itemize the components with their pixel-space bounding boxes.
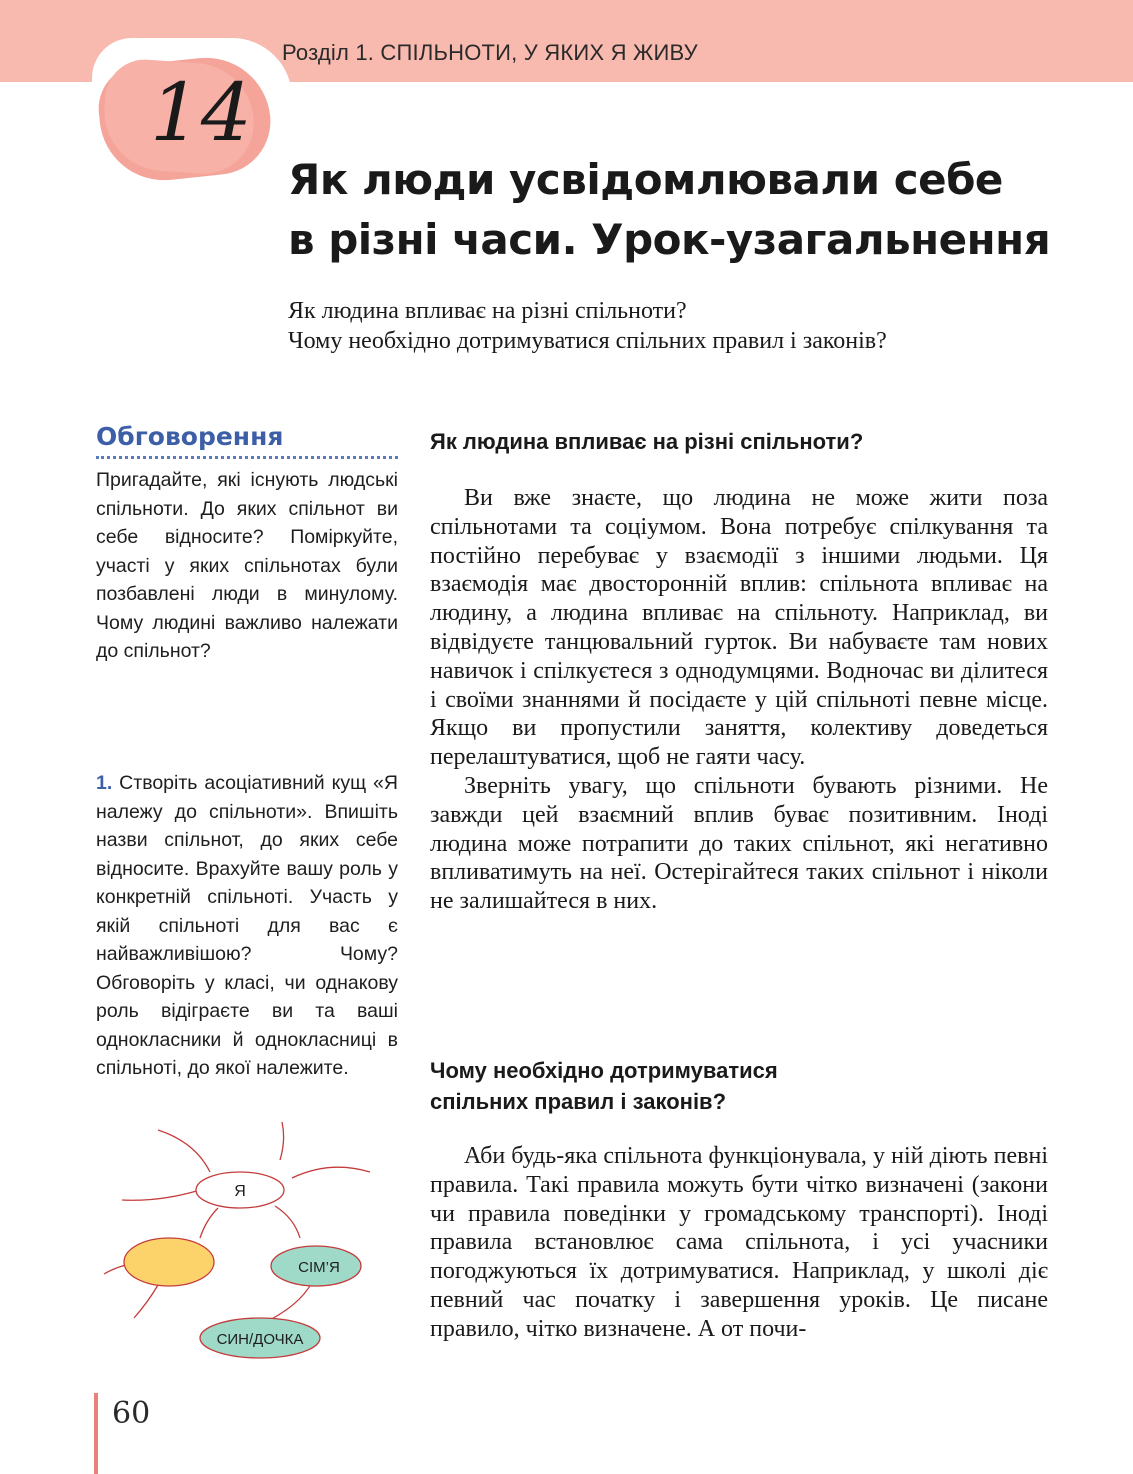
association-diagram (100, 1120, 400, 1380)
diagram-branch (200, 1208, 218, 1238)
section2-heading-line1: Чому необхідно дотримуватися (430, 1058, 778, 1083)
diagram-center-label: Я (234, 1183, 246, 1200)
paragraph: Зверніть увагу, що спільноти бувають різними. Не завжди цей взаємний вплив буває позитивним. Іноді людина може потрапити до таких спільнот, які негативно впливатимуть на неї. Остерігайтеся таких спільнот і ніколи не залишайтеся в них. (430, 772, 1048, 915)
page-title-line1: Як люди усвідомлювали себе (288, 155, 1003, 204)
diagram-family-label: СІМ’Я (298, 1259, 340, 1276)
section2-heading-line2: спільних правил і законів? (430, 1089, 727, 1114)
task-text: Створіть асоціативний кущ «Я належу до спільноти». Впишіть назви спільнот, до яких себе відносите. Врахуйте вашу роль у конкретній спільноті. Участь у якій спільноті для вас є найважливішою? Чому? Обговоріть у класі, чи однакову роль відіграєте ви та ваші однокласники й однокласниці в спільноті, до якої належите. (96, 772, 398, 1079)
diagram-branch (275, 1206, 300, 1238)
paragraph: Аби будь-яка спільнота функціонувала, у ній діють певні правила. Такі правила можуть бути чітко визначені (закони чи правила поведінки у громадському транспорті). Іноді правила встановлює сама спільнота, і усі учасники погоджуються їх дотримуватися. Наприклад, у школі діє певний час початку і завершення уроків. Це писане правило, чітко визначене. А от почи- (430, 1143, 1048, 1342)
section2-heading (430, 1055, 778, 1117)
key-questions (288, 296, 1088, 356)
lesson-number: 14 (150, 66, 252, 159)
section-title: Розділ 1. СПІЛЬНОТИ, У ЯКИХ Я ЖИВУ (282, 40, 698, 65)
diagram-branch (134, 1285, 158, 1318)
sidebar-divider (96, 456, 398, 459)
sidebar-heading: Обговорення (96, 422, 284, 451)
task-number: 1. (96, 772, 113, 794)
diagram-branch (104, 1265, 126, 1274)
key-question: Як людина впливає на різні спільноти? (288, 298, 687, 324)
key-question: Чому необхідно дотримуватися спільних правил і законів? (288, 328, 887, 354)
page-title (288, 150, 1088, 270)
diagram-branch (292, 1167, 370, 1178)
diagram-branch (122, 1190, 200, 1200)
page-number-bar (94, 1393, 98, 1474)
section1-body (430, 484, 1048, 916)
paragraph: Ви вже знаєте, що людина не може жити поза спільнотами та соціумом. Вона потребує спілкування та постійно перебуває у взаємодії з іншими людьми. Ця взаємодія має двосторонній вплив: спільнота впливає на людину, а людина впливає на спільноту. Наприклад, ви відвідуєте танцювальний гурток. Ви набуваєте там нових навичок і спілкуєтеся з однодумцями. Водночас ви ділитеся і своїми знаннями й посідаєте у цій спільноті певне місце. Якщо ви пропустили заняття, колективу доведеться перелаштуватися, щоб не гаяти часу. (430, 485, 1048, 771)
section2-body (430, 1142, 1048, 1344)
diagram-branch (158, 1130, 210, 1172)
discussion-text: Пригадайте, які існують людські спільноти. До яких спільнот ви себе відносите? Поміркуйте, участі у яких спільнотах були позбавлені люди в минулому. Чому людині важливо належати до спільнот? (96, 469, 398, 662)
task-1 (96, 769, 398, 1083)
diagram-child-label: СИН/ДОЧКА (216, 1331, 304, 1348)
page-number: 60 (112, 1396, 151, 1431)
page-title-line2: в різні часи. Урок-узагальнення (288, 215, 1051, 264)
diagram-branch (280, 1122, 284, 1160)
diagram-empty-node (124, 1238, 214, 1286)
section1-heading: Як людина впливає на різні спільноти? (430, 429, 864, 454)
